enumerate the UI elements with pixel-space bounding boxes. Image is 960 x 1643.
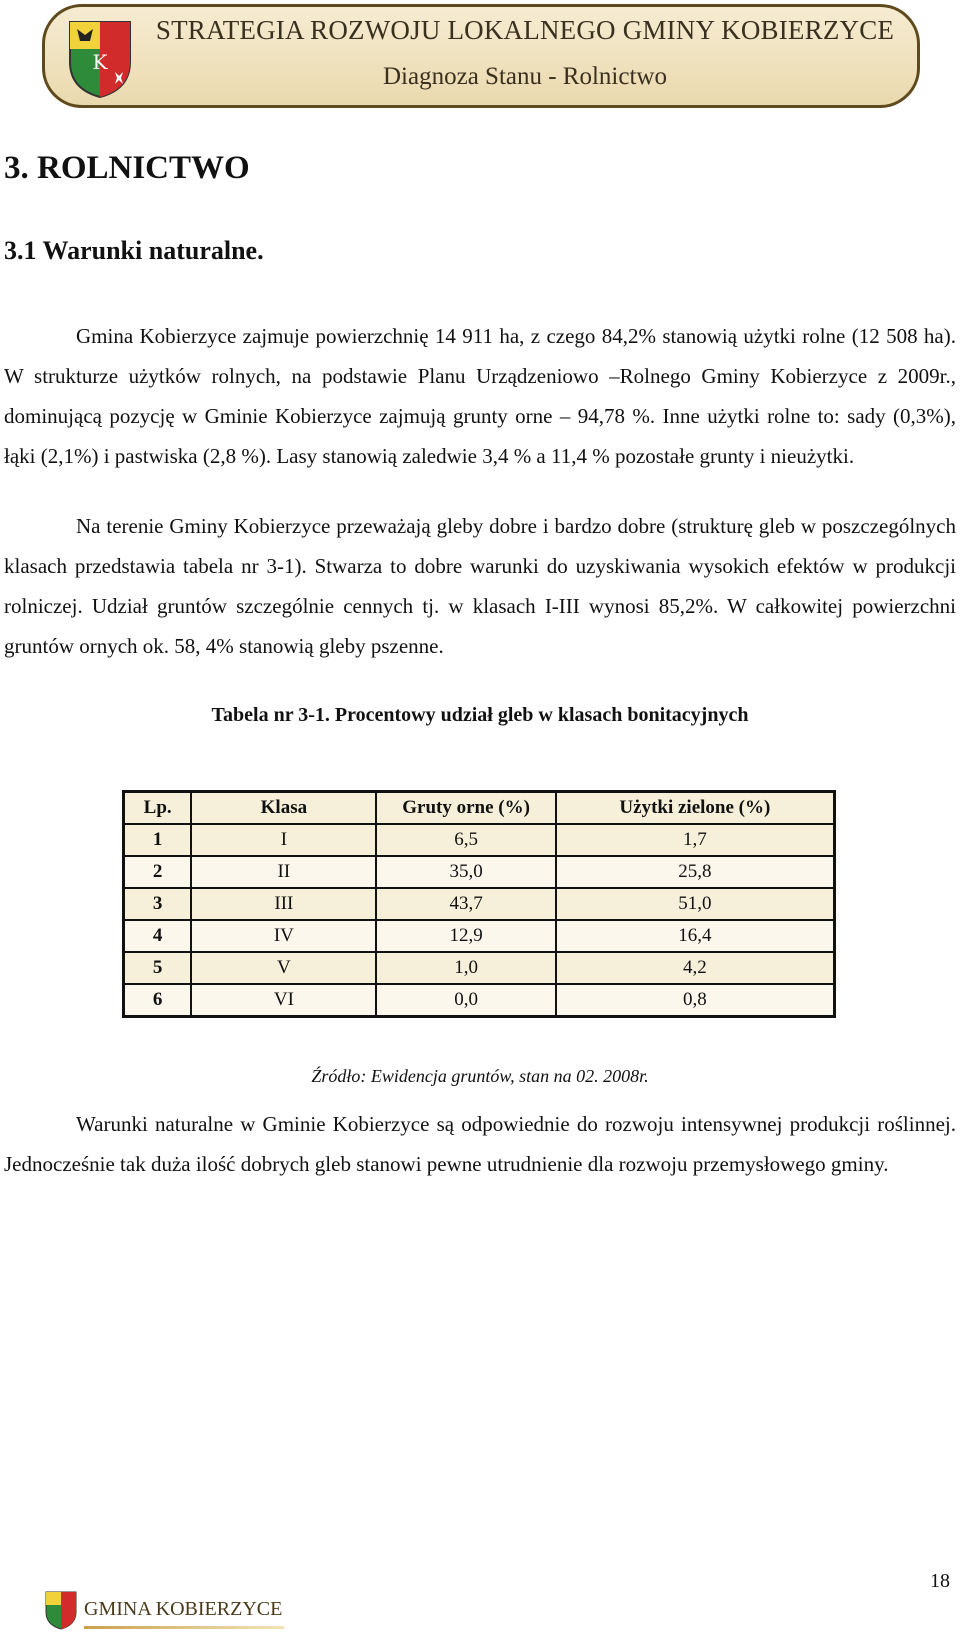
- svg-text:K: K: [92, 50, 108, 74]
- soil-class-table: [122, 790, 836, 1018]
- cell-klasa: I: [191, 824, 376, 856]
- coat-of-arms-icon: [65, 17, 135, 99]
- cell-lp: 4: [124, 920, 192, 952]
- cell-uzytki-zielone: 25,8: [556, 856, 835, 888]
- cell-grunty-orne: 12,9: [376, 920, 555, 952]
- cell-klasa: III: [191, 888, 376, 920]
- cell-lp: 6: [124, 984, 192, 1017]
- header-title: STRATEGIA ROZWOJU LOKALNEGO GMINY KOBIERZYCE: [155, 15, 895, 45]
- paragraph-conclusion: Warunki naturalne w Gminie Kobierzyce są odpowiednie do rozwoju intensywnej produkcji roślinnej. Jednocześnie tak duża ilość dobrych gleb stanowi pewne utrudnienie dla rozwoju przemysłowego gminy.: [4, 1112, 956, 1176]
- paragraph-soils: Na terenie Gminy Kobierzyce przeważają gleby dobre i bardzo dobre (strukturę gleb w poszczególnych klasach przedstawia tabela nr 3-1). Stwarza to dobre warunki do uzyskiwania wysokich efektów w produkcji rolniczej. Udział gruntów szczególnie cennych tj. w klasach I-III wynosi 85,2%. W całkowitej powierzchni gruntów ornych ok. 58, 4% stanowią gleby pszenne.: [4, 514, 956, 658]
- table-row: [124, 856, 835, 888]
- cell-uzytki-zielone: 0,8: [556, 984, 835, 1017]
- cell-klasa: IV: [191, 920, 376, 952]
- cell-klasa: V: [191, 952, 376, 984]
- footer-divider: [84, 1626, 284, 1629]
- cell-klasa: II: [191, 856, 376, 888]
- table-row: [124, 952, 835, 984]
- table-row: [124, 920, 835, 952]
- table-row: [124, 984, 835, 1017]
- cell-uzytki-zielone: 16,4: [556, 920, 835, 952]
- cell-lp: 5: [124, 952, 192, 984]
- cell-grunty-orne: 35,0: [376, 856, 555, 888]
- cell-grunty-orne: 0,0: [376, 984, 555, 1017]
- section-heading: 3. ROLNICTWO: [4, 150, 250, 186]
- cell-grunty-orne: 6,5: [376, 824, 555, 856]
- cell-lp: 1: [124, 824, 192, 856]
- header-cell-grunty-orne: Gruty orne (%): [376, 792, 555, 825]
- table-caption: Tabela nr 3-1. Procentowy udział gleb w klasach bonitacyjnych: [211, 704, 749, 726]
- cell-uzytki-zielone: 1,7: [556, 824, 835, 856]
- cell-grunty-orne: 1,0: [376, 952, 555, 984]
- cell-uzytki-zielone: 51,0: [556, 888, 835, 920]
- cell-lp: 2: [124, 856, 192, 888]
- header-cell-klasa: Klasa: [191, 792, 376, 825]
- header-banner: [42, 4, 920, 108]
- table-row: [124, 824, 835, 856]
- table-row: [124, 888, 835, 920]
- cell-klasa: VI: [191, 984, 376, 1017]
- table-source-note: Źródło: Ewidencja gruntów, stan na 02. 2008r.: [311, 1066, 649, 1086]
- header-cell-uzytki-zielone: Użytki zielone (%): [556, 792, 835, 825]
- cell-uzytki-zielone: 4,2: [556, 952, 835, 984]
- paragraph-land-use: Gmina Kobierzyce zajmuje powierzchnię 14 911 ha, z czego 84,2% stanowią użytki rolne (12 508 ha). W strukturze użytków rolnych, na podstawie Planu Urządzeniowo –Rolnego Gminy Kobierzyce z 2009r., dominującą pozycję w Gminie Kobierzyce zajmują grunty orne – 94,78 %. Inne użytki rolne to: sady (0,3%), łąki (2,1%) i pastwiska (2,8 %). Lasy stanowią zaledwie 3,4 % a 11,4 % pozostałe grunty i nieużytki.: [4, 324, 956, 468]
- header-subtitle: Diagnoza Stanu - Rolnictwo: [383, 63, 667, 90]
- subsection-heading: 3.1 Warunki naturalne.: [4, 236, 264, 265]
- page-number: 18: [930, 1570, 950, 1592]
- cell-lp: 3: [124, 888, 192, 920]
- table-header-row: [124, 792, 835, 825]
- footer-coat-of-arms-icon: [44, 1590, 78, 1630]
- footer-text: GMINA KOBIERZYCE: [84, 1598, 283, 1620]
- cell-grunty-orne: 43,7: [376, 888, 555, 920]
- header-cell-lp: Lp.: [124, 792, 192, 825]
